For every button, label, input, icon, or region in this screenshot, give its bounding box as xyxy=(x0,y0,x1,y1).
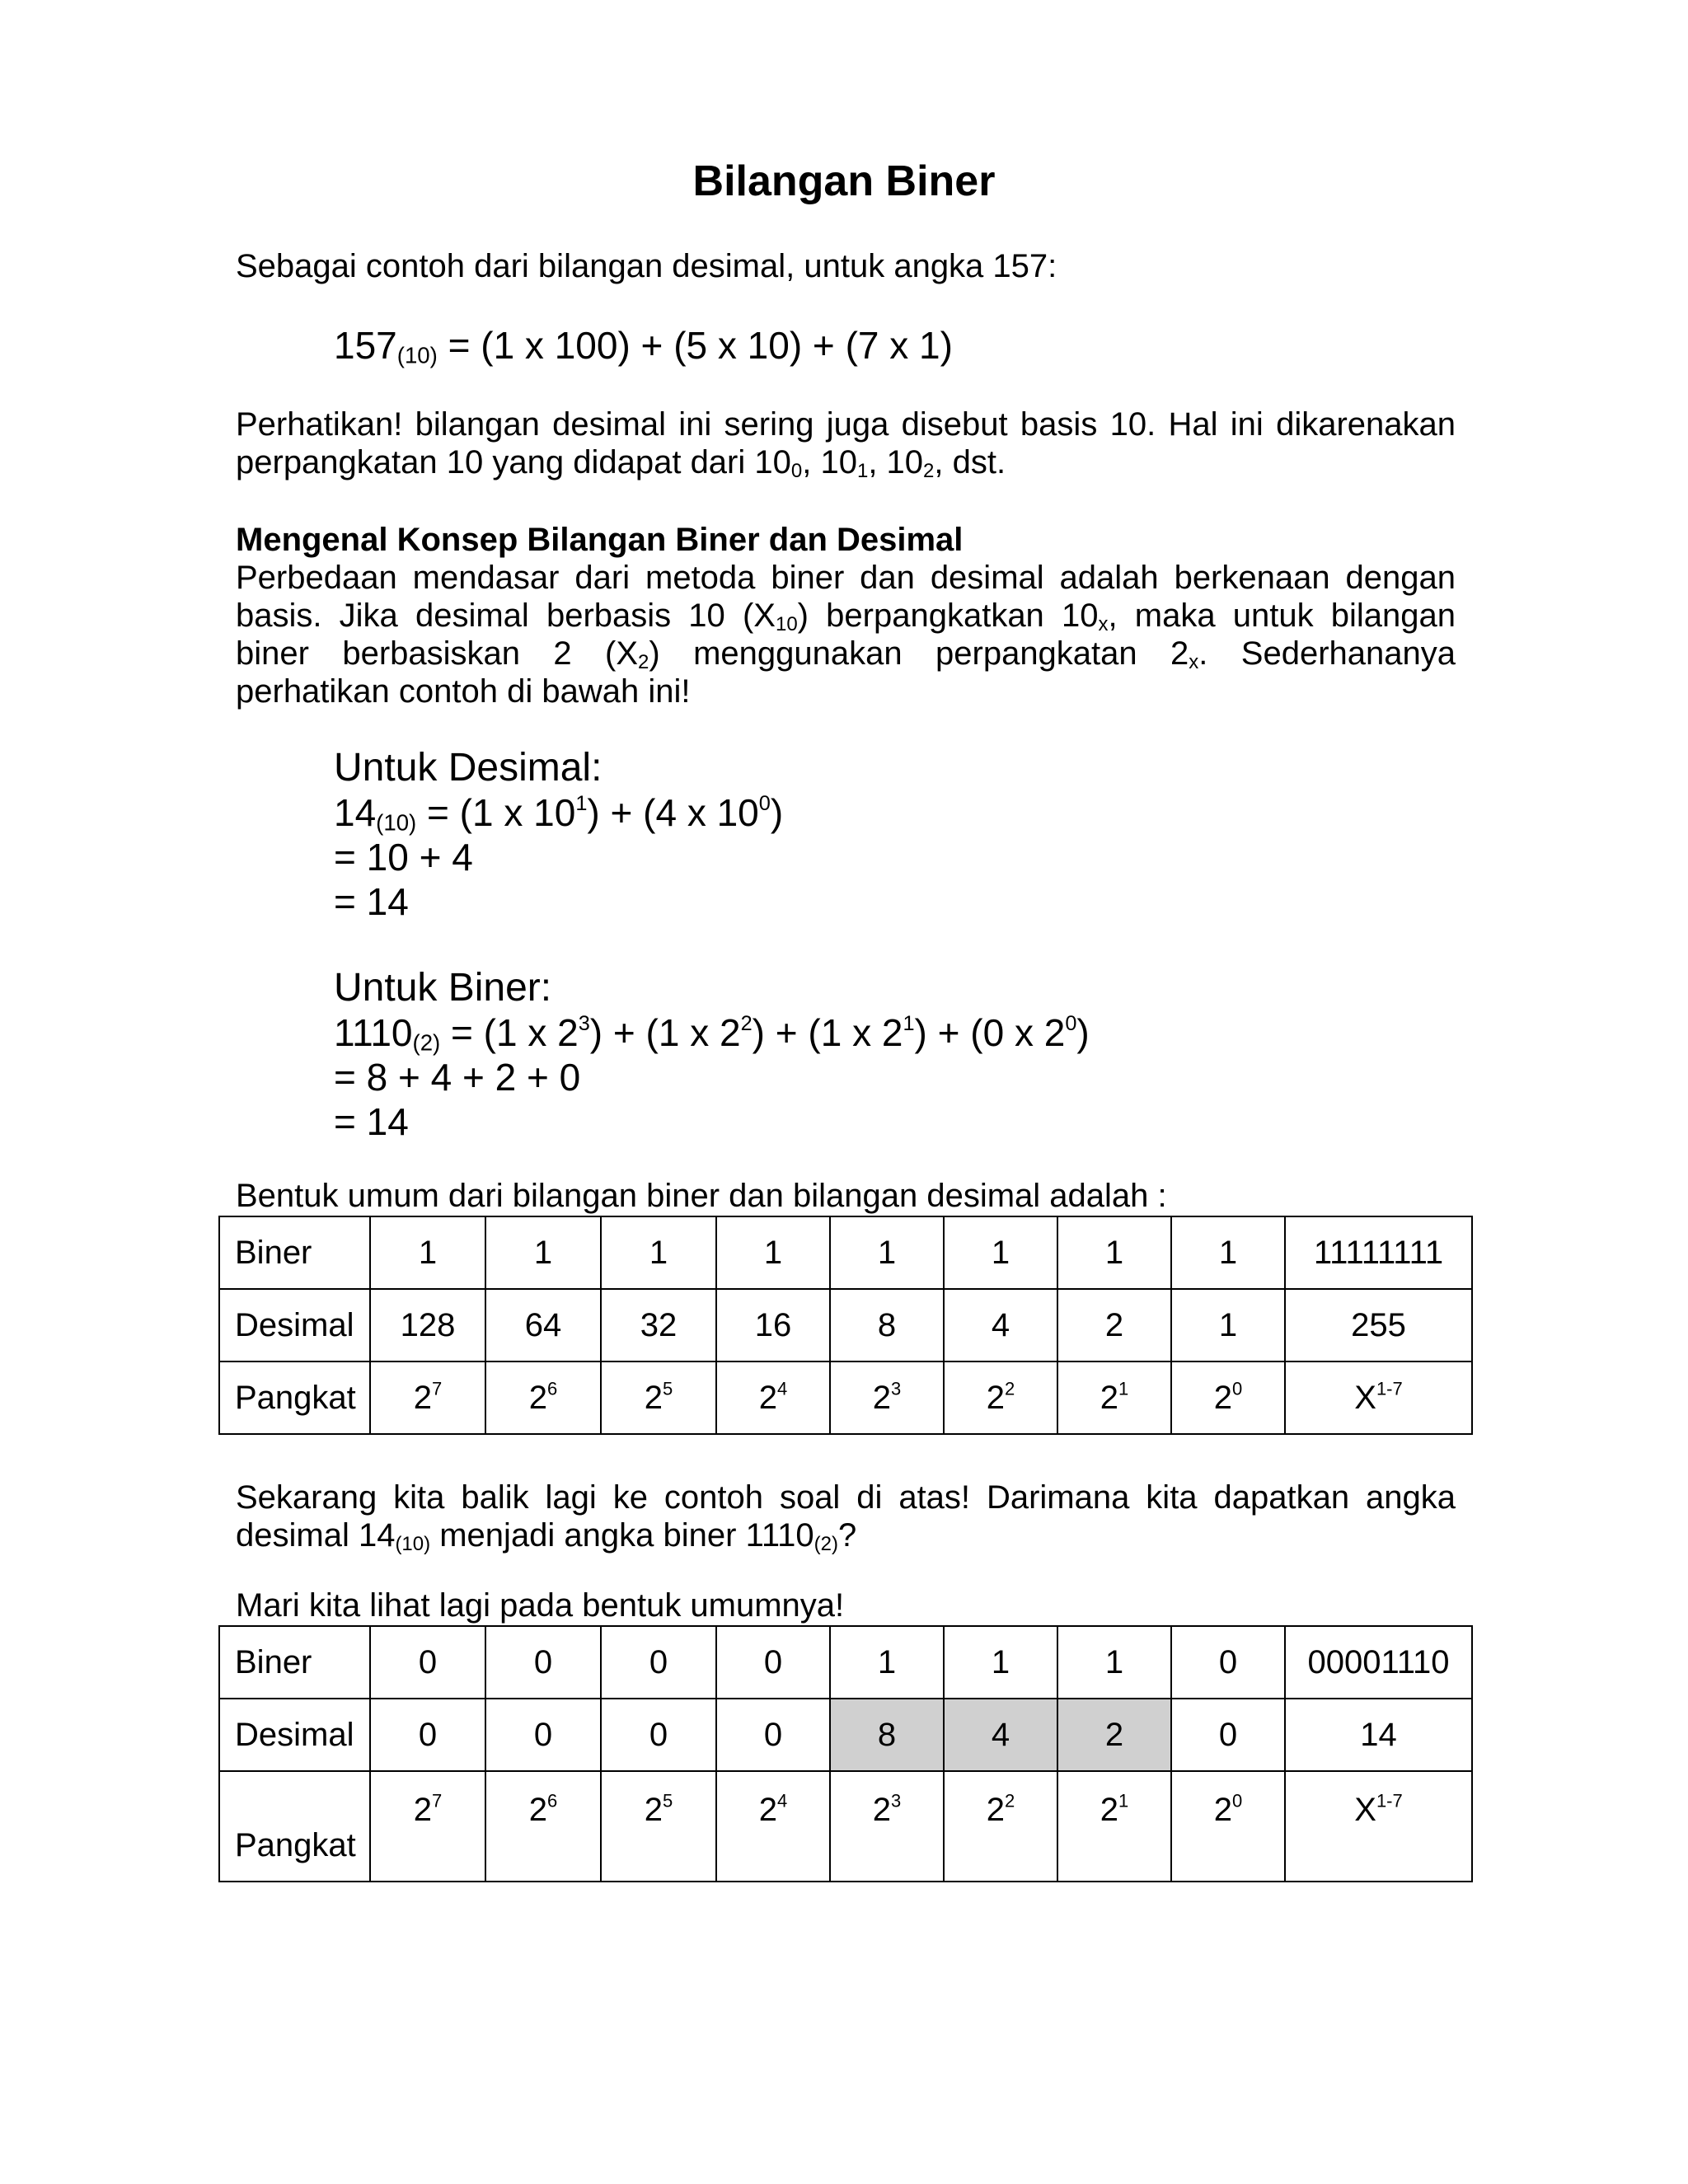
table-cell: 4 xyxy=(944,1289,1057,1361)
section-heading: Mengenal Konsep Bilangan Biner dan Desimal xyxy=(236,522,964,558)
power-base: 2 xyxy=(413,1792,432,1828)
table2-caption: Mari kita lihat lagi pada bentuk umumnya! xyxy=(236,1587,845,1624)
table-cell: 0 xyxy=(716,1699,830,1771)
table-row xyxy=(219,1699,1472,1771)
power-base: 2 xyxy=(644,1379,663,1416)
note-line-2 xyxy=(236,443,1456,481)
table-cell: 1 xyxy=(485,1216,601,1289)
formula-157-number: 157 xyxy=(334,324,397,367)
formula-157-expansion: = (1 x 100) + (5 x 10) + (7 x 1) xyxy=(437,324,953,367)
section-line-1: Perbedaan mendasar dari metoda biner dan desimal adalah berkenaan dengan xyxy=(236,560,1456,596)
note-sub-1: 1 xyxy=(856,459,869,482)
table-cell: 14 xyxy=(1285,1699,1472,1771)
table-cell: 8 xyxy=(830,1289,944,1361)
power-cell xyxy=(716,1771,830,1882)
table-cell: 1 xyxy=(1057,1626,1171,1699)
table1-caption: Bentuk umum dari bilangan biner dan bilangan desimal adalah : xyxy=(236,1178,1167,1214)
power-base: 2 xyxy=(644,1792,663,1828)
biner-eq-c: ) + (1 x 2 xyxy=(752,1011,903,1054)
table-cell: 0 xyxy=(485,1699,601,1771)
section-l2-sub-2: x xyxy=(1098,612,1109,635)
desimal-exp-2: 0 xyxy=(758,792,771,816)
table-cell: 1 xyxy=(370,1216,485,1289)
table-cell: 255 xyxy=(1285,1289,1472,1361)
note-sub-2: 2 xyxy=(923,459,935,482)
biner-num-base: (2) xyxy=(412,1029,441,1056)
table-row xyxy=(219,1771,1472,1882)
power-exponent: 5 xyxy=(663,1790,673,1811)
row-label-desimal: Desimal xyxy=(219,1699,370,1771)
table-row xyxy=(219,1626,1472,1699)
power-exponent: 5 xyxy=(663,1378,673,1399)
power-base: 2 xyxy=(758,1379,777,1416)
biner-exp-1: 3 xyxy=(578,1012,590,1036)
biner-eq-d: ) + (0 x 2 xyxy=(914,1011,1066,1054)
power-cell xyxy=(830,1771,944,1882)
power-cell xyxy=(485,1771,601,1882)
note-sep-2: , 10 xyxy=(868,444,924,480)
power-cell xyxy=(1171,1771,1285,1882)
power-cell xyxy=(370,1361,485,1434)
table-cell: 0 xyxy=(716,1626,830,1699)
power-base: 2 xyxy=(1213,1792,1232,1828)
general-form-table xyxy=(218,1216,1473,1435)
power-cell xyxy=(1057,1361,1171,1434)
table-cell: 1 xyxy=(944,1216,1057,1289)
formula-157 xyxy=(334,323,953,368)
biner-example xyxy=(334,966,1090,1144)
table-cell: 1 xyxy=(944,1626,1057,1699)
power-exponent: 3 xyxy=(891,1378,902,1399)
desimal-example-step-2: = 14 xyxy=(334,880,409,923)
table-cell: 32 xyxy=(601,1289,716,1361)
table-cell: 64 xyxy=(485,1289,601,1361)
intro-paragraph xyxy=(236,247,1456,285)
power-exponent: 2 xyxy=(1005,1790,1015,1811)
highlighted-cell: 4 xyxy=(944,1699,1057,1771)
power-exponent: 3 xyxy=(891,1790,902,1811)
table-cell: 2 xyxy=(1057,1289,1171,1361)
table-cell: 0 xyxy=(370,1699,485,1771)
table-row xyxy=(219,1289,1472,1361)
biner-eq-a: = (1 x 2 xyxy=(440,1011,579,1054)
power-cell xyxy=(830,1361,944,1434)
power-base: X xyxy=(1354,1792,1376,1828)
power-cell xyxy=(370,1771,485,1882)
question-l2-c: ? xyxy=(837,1517,857,1554)
question-l2-a: desimal 14 xyxy=(236,1517,396,1554)
section-l3-c: . Sederhananya xyxy=(1198,635,1456,672)
table-cell: 1 xyxy=(1057,1216,1171,1289)
power-exponent: 1-7 xyxy=(1376,1378,1403,1399)
table-cell: 1 xyxy=(830,1216,944,1289)
power-exponent: 0 xyxy=(1232,1378,1243,1399)
power-cell xyxy=(1057,1771,1171,1882)
section-line-4: perhatikan contoh di bawah ini! xyxy=(236,673,691,710)
highlighted-cell: 8 xyxy=(830,1699,944,1771)
note-paragraph xyxy=(236,405,1456,481)
note-text-a: perpangkatan 10 yang didapat dari 10 xyxy=(236,444,791,480)
section-l2-a: basis. Jika desimal berbasis 10 (X xyxy=(236,598,776,634)
biner-example-step-2: = 14 xyxy=(334,1100,409,1143)
power-cell xyxy=(944,1361,1057,1434)
note-line-1: Perhatikan! bilangan desimal ini sering juga disebut basis 10. Hal ini dikarenakan xyxy=(236,406,1456,443)
question-l2-b: menjadi angka biner 1110 xyxy=(430,1517,814,1554)
table-cell: 0 xyxy=(601,1626,716,1699)
table-cell: 1 xyxy=(1171,1216,1285,1289)
power-cell xyxy=(485,1361,601,1434)
biner-eq-e: ) xyxy=(1076,1011,1090,1054)
power-base: 2 xyxy=(1100,1792,1118,1828)
table-cell: 0 xyxy=(485,1626,601,1699)
section-l2-c: , maka untuk bilangan xyxy=(1108,598,1456,634)
table-cell: 16 xyxy=(716,1289,830,1361)
table-cell: 1 xyxy=(601,1216,716,1289)
power-cell xyxy=(1171,1361,1285,1434)
power-base: 2 xyxy=(528,1792,547,1828)
biner-example-equation xyxy=(334,1010,1090,1055)
power-cell xyxy=(944,1771,1057,1882)
power-exponent: 1 xyxy=(1118,1378,1129,1399)
question-sub-2: (2) xyxy=(814,1532,838,1555)
biner-example-step-1: = 8 + 4 + 2 + 0 xyxy=(334,1056,581,1099)
table-cell: 0 xyxy=(1171,1626,1285,1699)
power-exponent: 6 xyxy=(547,1790,558,1811)
power-cell xyxy=(716,1361,830,1434)
section-l3-a: biner berbasiskan 2 (X xyxy=(236,635,639,672)
row-label-biner: Biner xyxy=(219,1626,370,1699)
power-cell xyxy=(601,1771,716,1882)
row-label-pangkat: Pangkat xyxy=(219,1361,370,1434)
highlighted-cell: 2 xyxy=(1057,1699,1171,1771)
section-line-3 xyxy=(236,635,1456,673)
table1-caption-block xyxy=(236,1177,1456,1215)
table2-caption-block xyxy=(236,1586,1456,1624)
page-title: Bilangan Biner xyxy=(692,157,996,205)
note-text-end: , dst. xyxy=(934,444,1006,480)
desimal-example xyxy=(334,746,783,924)
power-exponent: 1-7 xyxy=(1376,1790,1403,1811)
power-cell xyxy=(1285,1771,1472,1882)
table-cell: 128 xyxy=(370,1289,485,1361)
section-l3-b: ) menggunakan perpangkatan 2 xyxy=(649,635,1189,672)
power-exponent: 1 xyxy=(1118,1790,1129,1811)
row-label-biner: Biner xyxy=(219,1216,370,1289)
biner-eq-b: ) + (1 x 2 xyxy=(589,1011,741,1054)
table-cell: 1 xyxy=(1171,1289,1285,1361)
power-cell xyxy=(601,1361,716,1434)
power-base: 2 xyxy=(1213,1379,1232,1416)
table-cell: 0 xyxy=(601,1699,716,1771)
section-l3-sub-2: x xyxy=(1189,650,1199,673)
power-base: X xyxy=(1354,1379,1376,1416)
section-l2-b: ) berpangkatkan 10 xyxy=(797,598,1099,634)
biner-exp-2: 2 xyxy=(740,1012,753,1036)
power-exponent: 7 xyxy=(432,1790,443,1811)
desimal-example-step-1: = 10 + 4 xyxy=(334,836,473,879)
power-base: 2 xyxy=(1100,1379,1118,1416)
question-sub-1: (10) xyxy=(395,1532,431,1555)
power-exponent: 2 xyxy=(1005,1378,1015,1399)
section-paragraph xyxy=(236,559,1456,710)
table-cell: 1 xyxy=(716,1216,830,1289)
power-base: 2 xyxy=(413,1379,432,1416)
biner-exp-4: 0 xyxy=(1065,1012,1077,1036)
power-base: 2 xyxy=(986,1379,1005,1416)
table-row xyxy=(219,1216,1472,1289)
table-cell: 11111111 xyxy=(1285,1216,1472,1289)
question-paragraph xyxy=(236,1479,1456,1554)
desimal-eq-c: ) xyxy=(770,791,784,834)
desimal-num-base: (10) xyxy=(376,809,417,836)
biner-num: 1110 xyxy=(334,1011,413,1054)
section-line-2 xyxy=(236,597,1456,635)
desimal-eq-b: ) + (4 x 10 xyxy=(587,791,759,834)
power-base: 2 xyxy=(872,1792,891,1828)
section-l3-sub-1: 2 xyxy=(638,650,649,673)
desimal-exp-1: 1 xyxy=(575,792,588,816)
power-exponent: 4 xyxy=(777,1378,788,1399)
question-line-1: Sekarang kita balik lagi ke contoh soal di atas! Darimana kita dapatkan angka xyxy=(236,1479,1456,1516)
table-cell: 1 xyxy=(830,1626,944,1699)
power-base: 2 xyxy=(528,1379,547,1416)
power-base: 2 xyxy=(986,1792,1005,1828)
power-base: 2 xyxy=(872,1379,891,1416)
power-cell xyxy=(1285,1361,1472,1434)
desimal-num: 14 xyxy=(334,791,377,834)
question-line-2 xyxy=(236,1516,1456,1554)
power-exponent: 6 xyxy=(547,1378,558,1399)
power-exponent: 4 xyxy=(777,1790,788,1811)
power-exponent: 0 xyxy=(1232,1790,1243,1811)
note-sep-1: , 10 xyxy=(802,444,857,480)
row-label-desimal: Desimal xyxy=(219,1289,370,1361)
power-base: 2 xyxy=(758,1792,777,1828)
power-exponent: 7 xyxy=(432,1378,443,1399)
intro-text: Sebagai contoh dari bilangan desimal, untuk angka 157: xyxy=(236,248,1057,284)
desimal-example-heading: Untuk Desimal: xyxy=(334,746,603,790)
desimal-eq-a: = (1 x 10 xyxy=(416,791,576,834)
biner-example-heading: Untuk Biner: xyxy=(334,966,552,1010)
example-table xyxy=(218,1625,1473,1882)
row-label-pangkat: Pangkat xyxy=(219,1771,370,1882)
table-cell: 00001110 xyxy=(1285,1626,1472,1699)
section-l2-sub-1: 10 xyxy=(775,612,798,635)
table-cell: 0 xyxy=(370,1626,485,1699)
desimal-example-equation xyxy=(334,790,783,835)
table-row xyxy=(219,1361,1472,1434)
table-cell: 0 xyxy=(1171,1699,1285,1771)
note-sub-0: 0 xyxy=(790,459,803,482)
formula-157-base: (10) xyxy=(396,342,438,368)
biner-exp-3: 1 xyxy=(903,1012,915,1036)
